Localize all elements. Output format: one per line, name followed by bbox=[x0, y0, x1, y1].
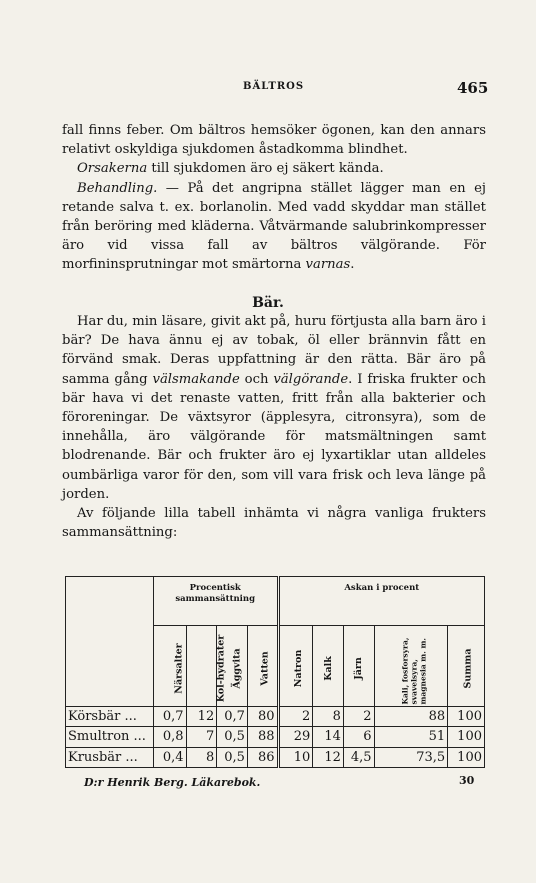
row-label: Körsbär ... bbox=[66, 707, 154, 727]
behandling-text: — På det angripna stället lägger man en ej retande salva t. ex. borlanolin. Med vadd skyddar man stället från beröring med kläderna. Våtvärmande salubrinkompresser äro vid vissa fall av bältros välgörande. För morfininsprutningar mot smärtorna bbox=[62, 180, 486, 273]
col-header bbox=[448, 626, 485, 707]
col-label: Närsalter bbox=[173, 642, 185, 694]
col-label: Kalk bbox=[322, 655, 334, 681]
table-cell: 14 bbox=[313, 727, 344, 747]
page-footer bbox=[84, 776, 484, 794]
table-cell: 10 bbox=[278, 747, 313, 767]
table-row bbox=[66, 747, 485, 767]
col-header bbox=[247, 626, 278, 707]
table-cell: 51 bbox=[374, 727, 448, 747]
col-header bbox=[374, 626, 448, 707]
table-cell: 0,4 bbox=[153, 747, 186, 767]
col-header bbox=[278, 626, 313, 707]
bar-paragraph bbox=[62, 312, 486, 504]
col-label: Vatten bbox=[259, 650, 271, 686]
running-header bbox=[0, 80, 536, 100]
col-header bbox=[343, 626, 374, 707]
running-title: BÄLTROS bbox=[243, 81, 305, 92]
varnas-word: varnas bbox=[305, 257, 351, 273]
orsakerna-text: till sjukdomen äro ej säkert kända. bbox=[147, 161, 384, 177]
table-cell: 12 bbox=[186, 707, 217, 727]
table-cell: 29 bbox=[278, 727, 313, 747]
table-cell: 6 bbox=[343, 727, 374, 747]
table-cell: 100 bbox=[448, 707, 485, 727]
text-line: fall finns feber. Om bältros hemsöker ögonen, kan den annars relativt oskyldiga sjukdomen åstadkomma blindhet. bbox=[62, 123, 486, 158]
table-cell: 73,5 bbox=[374, 747, 448, 767]
paragraph-baltros bbox=[62, 121, 486, 275]
table-cell: 4,5 bbox=[343, 747, 374, 767]
table-cell: 8 bbox=[313, 707, 344, 727]
col-label: Järn bbox=[353, 656, 365, 680]
table-cell: 2 bbox=[343, 707, 374, 727]
table-row bbox=[66, 707, 485, 727]
period: . bbox=[350, 257, 355, 273]
footer-author: D:r Henrik Berg. Läkarebok. bbox=[84, 776, 261, 789]
valgorande-word: välgörande bbox=[273, 371, 349, 387]
table-cell: 0,8 bbox=[153, 727, 186, 747]
table-cell: 100 bbox=[448, 727, 485, 747]
table-cell: 86 bbox=[247, 747, 278, 767]
col-label: Natron bbox=[292, 649, 304, 687]
table-cell: 0,7 bbox=[153, 707, 186, 727]
table-cell: 0,7 bbox=[217, 707, 248, 727]
col-label: Kali, fosforsyra, svavelsyra, magnesia m. m. bbox=[400, 637, 428, 705]
orsakerna-paragraph bbox=[62, 159, 486, 178]
paragraph-bar bbox=[62, 312, 486, 542]
group-header-composition: Procentisk sammansättning bbox=[153, 577, 278, 626]
page-number: 465 bbox=[457, 79, 489, 97]
row-label: Krusbär ... bbox=[66, 747, 154, 767]
orsakerna-label: Orsakerna bbox=[77, 161, 148, 177]
table-cell: 8 bbox=[186, 747, 217, 767]
table-cell: 100 bbox=[448, 747, 485, 767]
table-cell: 80 bbox=[247, 707, 278, 727]
fruit-composition-table bbox=[65, 576, 485, 768]
table-cell: 12 bbox=[313, 747, 344, 767]
table-cell: 2 bbox=[278, 707, 313, 727]
corner-cell bbox=[66, 577, 154, 707]
table-cell: 0,5 bbox=[217, 747, 248, 767]
bar-text-2: . I friska frukter och bär hava vi det renaste vatten, fritt från alla bakterier och föroreningar. De växtsyror (äpplesyra, citronsyra), som de innehålla, äro välgörande för matsmältningen samt blodrenande. Bär och frukter äro ej lyxartiklar utan alldeles oumbärliga varor för den, som vill vara frisk och leva länge på jorden. bbox=[62, 371, 486, 502]
col-label: Kol-hydrater bbox=[214, 634, 226, 702]
signature-mark: 30 bbox=[459, 774, 475, 787]
table-row bbox=[66, 727, 485, 747]
col-header bbox=[313, 626, 344, 707]
table-intro: Av följande lilla tabell inhämta vi några vanliga frukters sammansättning: bbox=[62, 506, 486, 541]
behandling-label: Behandling. bbox=[77, 180, 158, 196]
col-header bbox=[186, 626, 226, 707]
col-label: Äggvita bbox=[231, 647, 243, 689]
table-cell: 88 bbox=[374, 707, 448, 727]
table-cell: 7 bbox=[186, 727, 217, 747]
group-header-ash: Askan i procent bbox=[278, 577, 484, 626]
col-header bbox=[153, 626, 186, 707]
col-label: Summa bbox=[462, 647, 474, 689]
behandling-paragraph bbox=[62, 179, 486, 275]
table-cell: 88 bbox=[247, 727, 278, 747]
bar-text-1: Har du, min läsare, givit akt på, huru förtjusta alla barn äro i bär? De hava ännu ej av tobak, öl eller brännvin fått en förvänd smak. Deras uppfattning är den rätta. Bär äro på samma gång bbox=[62, 314, 486, 387]
valsmakande-word: välsmakande bbox=[152, 371, 240, 387]
row-label: Smultron ... bbox=[66, 727, 154, 747]
och-word: och bbox=[239, 371, 274, 387]
table-cell: 0,5 bbox=[217, 727, 248, 747]
section-heading: Bär. bbox=[252, 295, 284, 311]
